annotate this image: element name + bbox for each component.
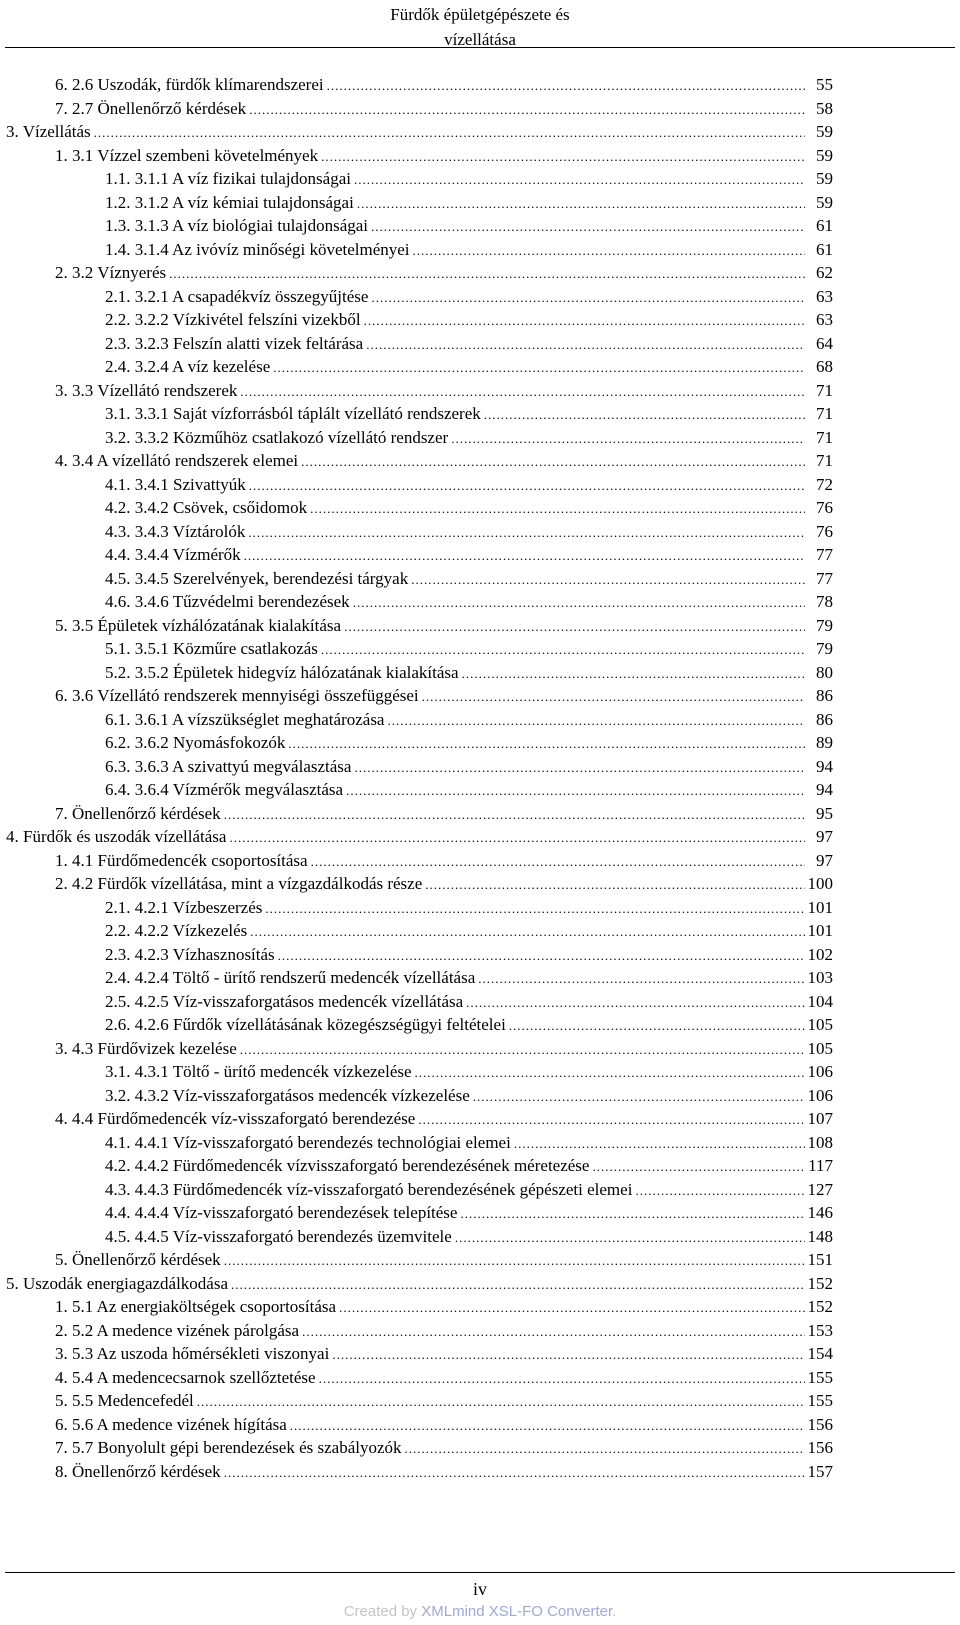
toc-entry-page: 64: [816, 333, 833, 353]
toc-entry-title: 4.5. 4.4.5 Víz-visszaforgató berendezés üzemvitele: [105, 1226, 452, 1246]
toc-leader-dots: [460, 1202, 805, 1226]
toc-leader-dots: [405, 1437, 805, 1461]
toc-entry[interactable]: [55, 261, 833, 285]
toc-entry[interactable]: [55, 872, 833, 896]
toc-entry[interactable]: [55, 684, 833, 708]
toc-entry-page: 104: [807, 991, 833, 1011]
toc-leader-dots: [466, 991, 805, 1015]
toc-entry-title: 2. 3.2 Víznyerés: [55, 263, 167, 282]
toc-entry-title: 2. 5.2 A medence vizének párolgása: [55, 1320, 300, 1340]
toc-entry[interactable]: [6, 120, 833, 144]
toc-entry-title: 4. 5.4 A medencecsarnok szellőztetése: [55, 1367, 316, 1387]
toc-leader-dots: [592, 1155, 805, 1179]
toc-entry-page: 62: [816, 263, 833, 282]
header-rule: [5, 47, 955, 48]
toc-entry-page: 68: [816, 357, 833, 376]
toc-entry[interactable]: [105, 1154, 833, 1178]
toc-leader-dots: [509, 1014, 805, 1038]
toc-entry-page: 55: [816, 75, 833, 94]
toc-entry[interactable]: [105, 661, 833, 685]
toc-entry[interactable]: [55, 1295, 833, 1319]
toc-entry[interactable]: [55, 1366, 833, 1390]
toc-entry[interactable]: [105, 285, 833, 309]
toc-entry-title: 4.3. 3.4.3 Víztárolók: [105, 521, 246, 541]
toc-entry-title: 4.2. 3.4.2 Csövek, csőidomok: [105, 498, 308, 517]
toc-leader-dots: [290, 1414, 805, 1438]
toc-entry[interactable]: [105, 755, 833, 779]
toc-entry-page: 105: [807, 1015, 833, 1034]
toc-entry[interactable]: [105, 590, 833, 614]
toc-leader-dots: [415, 1061, 805, 1085]
toc-entry-page: 72: [816, 474, 833, 494]
toc-entry-title: 1. 5.1 Az energiaköltségek csoportosítása: [55, 1297, 337, 1316]
toc-leader-dots: [169, 262, 805, 286]
toc-entry-title: 3.2. 3.3.2 Közműhöz csatlakozó vízellátó rendszer: [105, 427, 449, 447]
footer-credit: [0, 1602, 960, 1622]
toc-entry[interactable]: [55, 1107, 833, 1131]
toc-entry[interactable]: [105, 943, 833, 967]
header-title-line-1: Fürdők épületgépészete és: [390, 5, 570, 24]
toc-leader-dots: [327, 74, 805, 98]
toc-entry[interactable]: [105, 1013, 833, 1037]
toc-entry-page: 101: [807, 897, 833, 917]
credit-prefix: Created by: [343, 1603, 422, 1620]
toc-leader-dots: [197, 1390, 805, 1414]
toc-entry-page: 157: [807, 1461, 833, 1481]
toc-entry-title: 5.1. 3.5.1 Közműre csatlakozás: [105, 639, 318, 658]
toc-entry-page: 59: [816, 145, 833, 165]
toc-leader-dots: [224, 1461, 805, 1485]
toc-entry-title: 2.3. 3.2.3 Felszín alatti vizek feltárása: [105, 333, 364, 353]
toc-entry-title: 4.3. 4.4.3 Fürdőmedencék víz-visszaforgató berendezésének gépészeti elemei: [105, 1179, 633, 1199]
toc-entry[interactable]: [105, 1201, 833, 1225]
toc-entry-page: 153: [807, 1320, 833, 1340]
toc-entry-page: 152: [807, 1273, 833, 1293]
toc-entry-title: 6.4. 3.6.4 Vízmérők megválasztása: [105, 780, 344, 799]
toc-leader-dots: [321, 638, 805, 662]
toc-entry-page: 117: [808, 1156, 833, 1175]
toc-entry-title: 1.2. 3.1.2 A víz kémiai tulajdonságai: [105, 192, 354, 212]
toc-entry[interactable]: [55, 849, 833, 873]
toc-entry-title: 4.6. 3.4.6 Tűzvédelmi berendezések: [105, 592, 350, 611]
toc-entry[interactable]: [105, 332, 833, 356]
toc-leader-dots: [321, 145, 805, 169]
toc-entry-page: 148: [807, 1226, 833, 1246]
toc-entry-title: 7. Önellenőrző kérdések: [55, 803, 221, 823]
toc-entry[interactable]: [55, 449, 833, 473]
toc-entry-page: 58: [816, 98, 833, 118]
toc-entry-title: 4. Fürdők és uszodák vízellátása: [6, 827, 227, 846]
toc-entry-page: 108: [807, 1132, 833, 1152]
toc-entry[interactable]: [105, 1084, 833, 1108]
toc-entry-page: 71: [816, 451, 833, 470]
toc-entry-page: 151: [807, 1250, 833, 1269]
toc-entry[interactable]: [105, 567, 833, 591]
toc-entry-title: 8. Önellenőrző kérdések: [55, 1461, 221, 1481]
toc-leader-dots: [250, 920, 805, 944]
toc-entry-title: 4.5. 3.4.5 Szerelvények, berendezési tárgyak: [105, 568, 409, 588]
toc-leader-dots: [346, 779, 805, 803]
toc-entry[interactable]: [105, 1178, 833, 1202]
toc-leader-dots: [229, 826, 805, 850]
toc-entry[interactable]: [105, 966, 833, 990]
toc-entry-page: 79: [816, 639, 833, 658]
toc-leader-dots: [224, 1249, 805, 1273]
toc-entry-title: 5. 5.5 Medencefedél: [55, 1391, 194, 1410]
toc-entry[interactable]: [55, 73, 833, 97]
toc-leader-dots: [364, 309, 805, 333]
toc-entry-title: 5. Önellenőrző kérdések: [55, 1250, 221, 1269]
toc-entry-title: 2.2. 3.2.2 Vízkivétel felszíni vizekből: [105, 310, 361, 329]
toc-entry-title: 1.3. 3.1.3 A víz biológiai tulajdonságai: [105, 216, 369, 235]
toc-entry-page: 71: [816, 380, 833, 400]
toc-leader-dots: [354, 756, 805, 780]
toc-entry[interactable]: [105, 520, 833, 544]
toc-leader-dots: [319, 1367, 805, 1391]
toc-entry-title: 2.4. 4.2.4 Töltő - ürítő rendszerű medencék vízellátása: [105, 968, 476, 987]
toc-entry[interactable]: [55, 1248, 833, 1272]
toc-leader-dots: [249, 98, 805, 122]
toc-entry[interactable]: [105, 731, 833, 755]
toc-leader-dots: [635, 1179, 805, 1203]
page-number: iv: [472, 1579, 487, 1599]
toc-entry-title: 2.2. 4.2.2 Vízkezelés: [105, 921, 248, 940]
toc-entry-page: 71: [816, 404, 833, 423]
toc-entry-title: 1.1. 3.1.1 A víz fizikai tulajdonságai: [105, 169, 351, 188]
toc-entry-page: 156: [807, 1438, 833, 1457]
toc-entry-page: 61: [816, 239, 833, 259]
toc-entry[interactable]: [105, 238, 833, 262]
toc-entry[interactable]: [6, 825, 833, 849]
toc-entry-page: 102: [807, 944, 833, 964]
toc-leader-dots: [278, 944, 805, 968]
toc-entry-page: 97: [816, 827, 833, 846]
toc-leader-dots: [413, 239, 805, 263]
toc-entry-title: 6. 3.6 Vízellátó rendszerek mennyiségi összefüggései: [55, 686, 419, 705]
toc-entry-title: 3.1. 3.3.1 Saját vízforrásból táplált vízellátó rendszerek: [105, 404, 481, 423]
toc-entry[interactable]: [105, 308, 833, 332]
toc-entry-title: 6.3. 3.6.3 A szivattyú megválasztása: [105, 756, 352, 776]
toc-entry-title: 7. 2.7 Önellenőrző kérdések: [55, 98, 247, 118]
toc-leader-dots: [473, 1085, 805, 1109]
toc-entry-title: 1.4. 3.1.4 Az ivóvíz minőségi követelményei: [105, 239, 410, 259]
toc-entry-title: 4.1. 3.4.1 Szivattyúk: [105, 474, 246, 494]
toc-leader-dots: [371, 215, 805, 239]
toc-leader-dots: [244, 544, 805, 568]
toc-entry-title: 2.3. 4.2.3 Vízhasznosítás: [105, 944, 275, 964]
toc-leader-dots: [94, 121, 805, 145]
toc-entry-title: 3.2. 4.3.2 Víz-visszaforgatásos medencék vízkezelése: [105, 1085, 470, 1105]
toc-entry-page: 76: [816, 498, 833, 517]
toc-leader-dots: [310, 497, 805, 521]
toc-entry[interactable]: [105, 1131, 833, 1155]
toc-entry-title: 5. Uszodák energiagazdálkodása: [6, 1273, 229, 1293]
toc-leader-dots: [514, 1132, 805, 1156]
toc-entry-page: 94: [816, 780, 833, 799]
toc-entry-page: 156: [807, 1414, 833, 1434]
toc-entry-title: 2. 4.2 Fürdők vízellátása, mint a vízgazdálkodás része: [55, 874, 423, 893]
toc-leader-dots: [451, 427, 805, 451]
toc-entry-page: 105: [807, 1038, 833, 1058]
toc-leader-dots: [478, 967, 805, 991]
toc-entry-page: 97: [816, 850, 833, 870]
toc-entry-page: 61: [816, 216, 833, 235]
toc-entry-title: 3. 5.3 Az uszoda hőmérsékleti viszonyai: [55, 1344, 330, 1363]
toc-leader-dots: [332, 1343, 805, 1367]
toc-entry-title: 6. 2.6 Uszodák, fürdők klímarendszerei: [55, 75, 324, 94]
toc-leader-dots: [240, 380, 805, 404]
toc-entry[interactable]: [105, 167, 833, 191]
toc-entry[interactable]: [105, 543, 833, 567]
toc-entry-title: 2.4. 3.2.4 A víz kezelése: [105, 357, 271, 376]
toc-entry-page: 155: [807, 1367, 833, 1387]
toc-leader-dots: [248, 521, 805, 545]
toc-entry-title: 3. Vízellátás: [6, 122, 91, 141]
toc-entry-page: 77: [816, 568, 833, 588]
toc-leader-dots: [455, 1226, 805, 1250]
toc-entry[interactable]: [105, 637, 833, 661]
toc-leader-dots: [301, 450, 805, 474]
toc-entry[interactable]: [105, 473, 833, 497]
toc-leader-dots: [224, 803, 805, 827]
toc-entry[interactable]: [105, 214, 833, 238]
toc-entry[interactable]: [55, 802, 833, 826]
toc-entry-title: 2.5. 4.2.5 Víz-visszaforgatásos medencék vízellátása: [105, 991, 464, 1011]
toc-entry-title: 1. 4.1 Fürdőmedencék csoportosítása: [55, 850, 308, 870]
toc-entry[interactable]: [105, 191, 833, 215]
toc-entry-page: 127: [807, 1179, 833, 1199]
toc-entry-page: 95: [816, 803, 833, 823]
toc-entry-title: 2.1. 4.2.1 Vízbeszerzés: [105, 897, 263, 917]
toc-entry[interactable]: [105, 426, 833, 450]
toc-entry-page: 100: [807, 874, 833, 893]
credit-suffix: .: [612, 1603, 617, 1620]
toc-leader-dots: [484, 403, 805, 427]
toc-leader-dots: [418, 1108, 805, 1132]
toc-entry-title: 4.2. 4.4.2 Fürdőmedencék vízvisszaforgató berendezésének méretezése: [105, 1156, 590, 1175]
toc-entry-title: 2.1. 3.2.1 A csapadékvíz összegyűjtése: [105, 286, 369, 306]
toc-leader-dots: [366, 333, 805, 357]
toc-entry-title: 5.2. 3.5.2 Épületek hidegvíz hálózatának kialakítása: [105, 662, 459, 682]
toc-entry-page: 86: [816, 686, 833, 705]
toc-entry-page: 77: [816, 545, 833, 564]
toc-leader-dots: [231, 1273, 805, 1297]
toc-leader-dots: [339, 1296, 805, 1320]
toc-entry-title: 4. 3.4 A vízellátó rendszerek elemei: [55, 451, 299, 470]
toc-entry[interactable]: [55, 1436, 833, 1460]
toc-entry-title: 4.4. 3.4.4 Vízmérők: [105, 545, 241, 564]
toc-leader-dots: [265, 897, 805, 921]
toc-entry-title: 3. 3.3 Vízellátó rendszerek: [55, 380, 238, 400]
credit-brand: XMLmind XSL-FO Converter: [421, 1603, 613, 1620]
toc-entry-page: 63: [816, 310, 833, 329]
toc-entry-page: 101: [807, 921, 833, 940]
toc-entry[interactable]: [105, 402, 833, 426]
toc-leader-dots: [357, 192, 805, 216]
toc-entry-page: 86: [816, 709, 833, 729]
toc-entry-page: 94: [816, 756, 833, 776]
toc-leader-dots: [371, 286, 805, 310]
toc-entry-page: 59: [816, 122, 833, 141]
toc-leader-dots: [273, 356, 805, 380]
toc-entry[interactable]: [55, 1342, 833, 1366]
toc-leader-dots: [288, 732, 805, 756]
toc-leader-dots: [411, 568, 805, 592]
toc-leader-dots: [425, 873, 805, 897]
toc-leader-dots: [387, 709, 805, 733]
toc-entry-title: 6.1. 3.6.1 A vízszükséglet meghatározása: [105, 709, 385, 729]
toc-entry-title: 6.2. 3.6.2 Nyomásfokozók: [105, 733, 286, 752]
toc-entry-title: 1. 3.1 Vízzel szembeni követelmények: [55, 145, 319, 165]
toc-entry[interactable]: [105, 778, 833, 802]
toc-entry-title: 7. 5.7 Bonyolult gépi berendezések és szabályozók: [55, 1438, 402, 1457]
toc-entry[interactable]: [105, 496, 833, 520]
toc-entry[interactable]: [105, 708, 833, 732]
toc-entry-page: 106: [807, 1085, 833, 1105]
toc-leader-dots: [344, 615, 805, 639]
toc-entry[interactable]: [105, 1060, 833, 1084]
toc-entry[interactable]: [55, 144, 833, 168]
toc-entry[interactable]: [55, 1389, 833, 1413]
toc-entry-title: 2.6. 4.2.6 Fűrdők vízellátásának közegészségügyi feltételei: [105, 1015, 506, 1034]
toc-entry[interactable]: [55, 1037, 833, 1061]
toc-leader-dots: [422, 685, 805, 709]
toc-entry[interactable]: [55, 1413, 833, 1437]
toc-entry-page: 106: [807, 1062, 833, 1081]
toc-leader-dots: [354, 168, 805, 192]
toc-entry[interactable]: [105, 990, 833, 1014]
toc-entry-page: 107: [807, 1109, 833, 1128]
toc-entry-page: 154: [807, 1344, 833, 1363]
toc-entry-page: 79: [816, 615, 833, 635]
toc-entry-page: 76: [816, 521, 833, 541]
toc-entry-page: 155: [807, 1391, 833, 1410]
toc-entry[interactable]: [55, 614, 833, 638]
toc-entry[interactable]: [55, 1460, 833, 1484]
toc-entry-title: 3. 4.3 Fürdővizek kezelése: [55, 1038, 237, 1058]
header-title-line-2: vízellátása: [444, 30, 516, 49]
toc-entry-page: 63: [816, 286, 833, 306]
toc-entry-page: 71: [816, 427, 833, 447]
footer-rule: [5, 1572, 955, 1573]
toc-entry[interactable]: [55, 1319, 833, 1343]
toc-entry-page: 103: [807, 968, 833, 987]
toc-entry-title: 5. 3.5 Épületek vízhálózatának kialakítása: [55, 615, 342, 635]
toc-entry-page: 78: [816, 592, 833, 611]
toc-entry-page: 59: [816, 169, 833, 188]
toc-leader-dots: [462, 662, 805, 686]
toc-entry-title: 4.4. 4.4.4 Víz-visszaforgató berendezések telepítése: [105, 1203, 458, 1222]
toc-entry[interactable]: [105, 919, 833, 943]
toc-entry-page: 59: [816, 192, 833, 212]
toc-entry-page: 80: [816, 662, 833, 682]
toc-entry[interactable]: [6, 1272, 833, 1296]
toc-entry-title: 4. 4.4 Fürdőmedencék víz-visszaforgató berendezése: [55, 1109, 416, 1128]
toc-entry-page: 146: [807, 1203, 833, 1222]
toc-entry[interactable]: [55, 379, 833, 403]
toc-leader-dots: [249, 474, 805, 498]
toc-leader-dots: [302, 1320, 805, 1344]
toc-entry[interactable]: [105, 355, 833, 379]
toc-leader-dots: [311, 850, 805, 874]
toc-entry[interactable]: [105, 896, 833, 920]
toc-entry[interactable]: [105, 1225, 833, 1249]
toc-leader-dots: [240, 1038, 805, 1062]
toc-entry-title: 4.1. 4.4.1 Víz-visszaforgató berendezés technológiai elemei: [105, 1132, 511, 1152]
toc-entry-page: 89: [816, 733, 833, 752]
toc-entry[interactable]: [55, 97, 833, 121]
toc-entry-page: 152: [807, 1297, 833, 1316]
toc-entry-title: 3.1. 4.3.1 Töltő - ürítő medencék vízkezelése: [105, 1062, 412, 1081]
toc-entry-title: 6. 5.6 A medence vizének hígítása: [55, 1414, 287, 1434]
toc-leader-dots: [353, 591, 805, 615]
page-header: [0, 0, 960, 52]
